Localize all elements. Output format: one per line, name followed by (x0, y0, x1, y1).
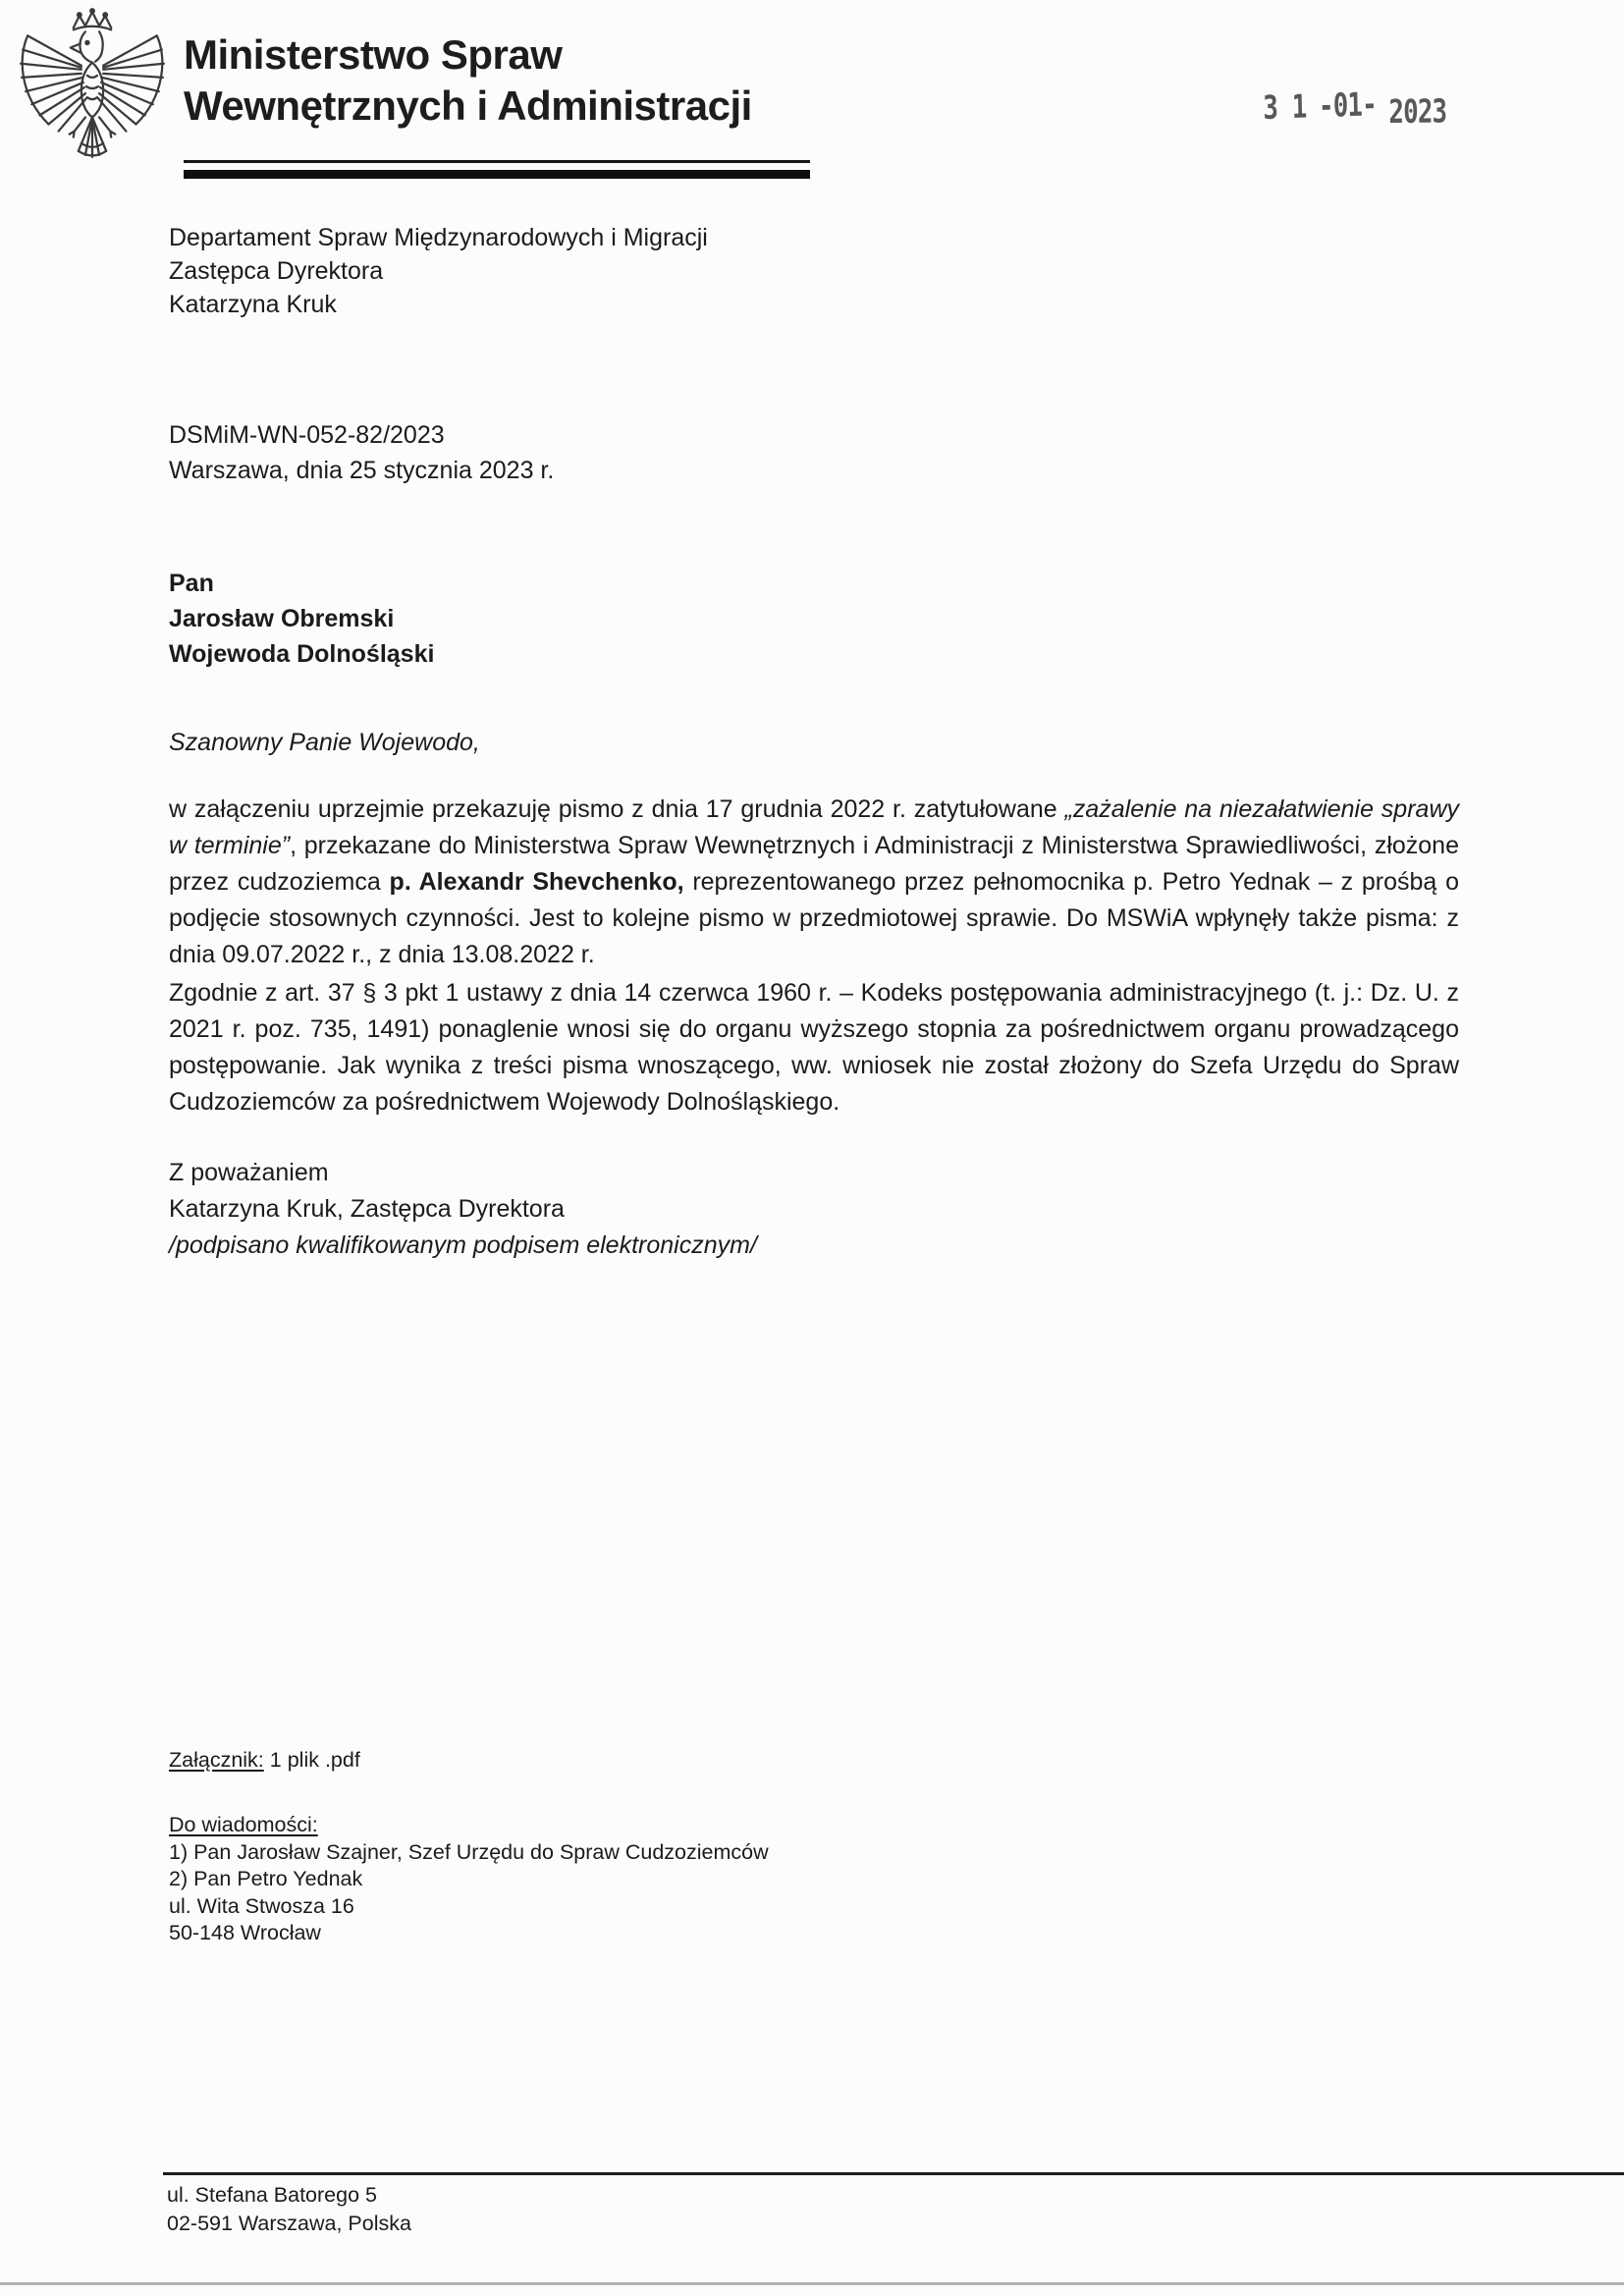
p1-text-2: , przekazane do Ministerstwa Spraw Wewnętrznych i Administracji z Ministerstwa Sprawiedliwości, złożone przez cudzoziemca (169, 832, 1459, 896)
p1-quote-italic: „zażalenie na niezałatwienie sprawy w terminie” (169, 795, 1459, 859)
p1-name-bold: p. Alexandr Shevchenko, (389, 868, 684, 896)
place-date: Warszawa, dnia 25 stycznia 2023 r. (169, 457, 555, 484)
attachment-value: 1 plik .pdf (269, 1748, 360, 1772)
stamp-year: 2023 (1388, 91, 1447, 132)
cc-item: 2) Pan Petro Yednak (169, 1867, 363, 1890)
ministry-name (184, 29, 752, 132)
ministry-name-line2: Wewnętrznych i Administracji (184, 82, 752, 129)
cc-item: 1) Pan Jarosław Szajner, Szef Urzędu do Spraw Cudzoziemców (169, 1839, 769, 1864)
header-rule (184, 160, 810, 179)
sender-title: Zastępca Dyrektora (169, 257, 384, 285)
stamp-day: 3 1 (1263, 86, 1307, 127)
coat-of-arms-eagle-icon (16, 6, 169, 165)
body-paragraph-2: Zgodnie z art. 37 § 3 pkt 1 ustawy z dnia 14 czerwca 1960 r. – Kodeks postępowania administracyjnego (t. j.: Dz. U. z 2021 r. poz. 735, 1491) ponaglenie wnosi się do organu wyższego stopnia za pośrednictwem organu prowadzącego postępowanie. Jak wynika z treści pisma wnoszącego, ww. wniosek nie został złożony do Szefa Urzędu do Spraw Cudzoziemców za pośrednictwem Wojewody Dolnośląskiego. (169, 979, 1459, 1116)
scan-page-bottom-edge (0, 2282, 1624, 2285)
stamp-month: -01- (1318, 84, 1378, 126)
closing: Z poważaniem (169, 1159, 329, 1186)
footer-address (167, 2181, 411, 2238)
reference-block (169, 417, 554, 488)
greeting: Szanowny Panie Wojewodo, (169, 729, 480, 756)
recipient-title: Wojewoda Dolnośląski (169, 640, 435, 668)
body-paragraph-1 (169, 792, 1459, 973)
signature-note: /podpisano kwalifikowanym podpisem elektronicznym/ (169, 1231, 757, 1259)
p1-text-1: w załączeniu uprzejmie przekazuję pismo z dnia 17 grudnia 2022 r. zatytułowane (169, 795, 1065, 823)
attachment-line (169, 1748, 360, 1773)
recipient-block (169, 566, 434, 672)
header-rule-thick (184, 170, 810, 179)
footer-address-line2: 02-591 Warszawa, Polska (167, 2212, 411, 2235)
footer-rule (163, 2172, 1624, 2175)
attachment-label: Załącznik: (169, 1748, 264, 1772)
cc-section (169, 1812, 769, 1947)
ministry-name-line1: Ministerstwo Spraw (184, 31, 563, 78)
received-date-stamp (1263, 82, 1447, 132)
footer-address-line1: ul. Stefana Batorego 5 (167, 2183, 377, 2207)
sender-department: Departament Spraw Międzynarodowych i Migracji (169, 224, 708, 251)
recipient-salutation: Pan (169, 570, 214, 597)
sender-block (169, 221, 708, 321)
signer-name: Katarzyna Kruk, Zastępca Dyrektora (169, 1195, 565, 1223)
p1-text-3: reprezentowanego przez pełnomocnika p. Petro Yednak – z prośbą o podjęcie stosownych czynności. Jest to kolejne pismo w przedmiotowej sprawie. Do MSWiA wpłynęły także pisma: z dnia 09.07.2022 r., z dnia 13.08.2022 r. (169, 868, 1459, 968)
cc-item: ul. Wita Stwosza 16 (169, 1893, 354, 1918)
sender-name: Katarzyna Kruk (169, 291, 337, 318)
cc-label: Do wiadomości: (169, 1813, 318, 1836)
reference-number: DSMiM-WN-052-82/2023 (169, 421, 445, 449)
recipient-name: Jarosław Obremski (169, 605, 395, 632)
cc-item: 50-148 Wrocław (169, 1921, 321, 1944)
signature-block (169, 1155, 757, 1264)
